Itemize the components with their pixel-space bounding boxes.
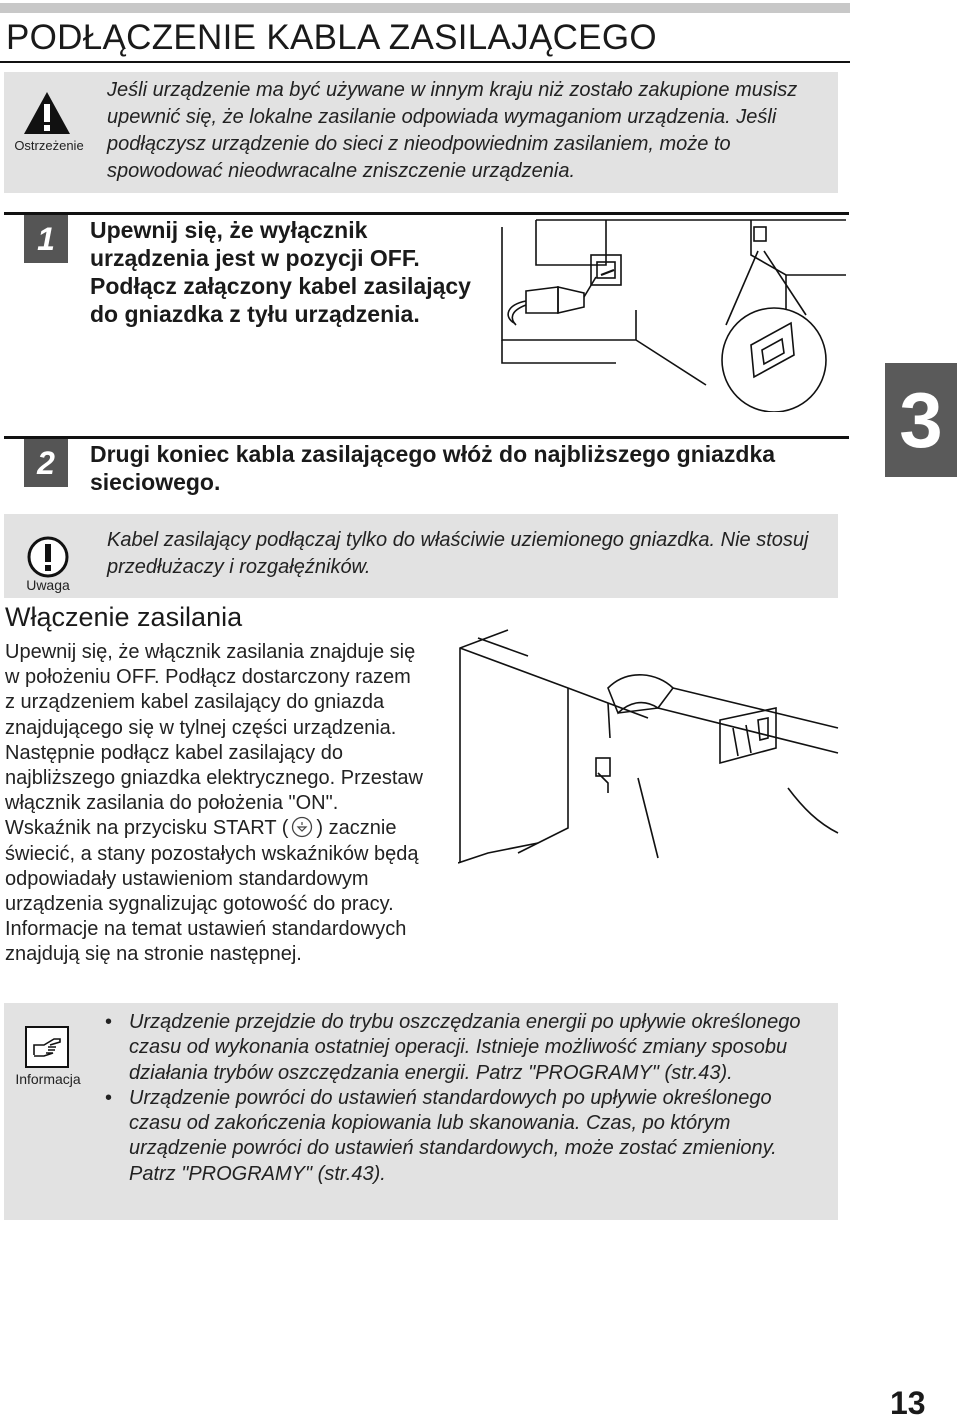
step-1-text: Upewnij się, że wyłącznik urządzenia jest w pozycji OFF. Podłącz załączony kabel zasilający do gniazdka z tyłu urządzenia. (90, 217, 471, 327)
power-switch-illustration (458, 628, 840, 868)
info-bullet-1: • Urządzenie przejdzie do trybu oszczędzania energii po upływie określonego czasu od wykonania ostatniej operacji. Istnieje możliwość zmiany sposobu działania trybów oszczędzania energii. Patrz "PROGRAMY" (str.43). (105, 1010, 825, 1086)
step-2-rule (4, 436, 849, 439)
warning-text: Jeśli urządzenie ma być używane w innym kraju niż zostało zakupione musisz upewnić się, że lokalne zasilanie odpowiada wymaganiom urządzenia. Jeśli podłączysz urządzenie do sieci z nieodpowiednim zasilaniem, może to spowodować nieodwracalne zniszczenie urządzenia. (107, 79, 798, 182)
page-title: PODŁĄCZENIE KABLA ZASILAJĄCEGO (6, 18, 657, 57)
step-1-number: 1 (24, 215, 68, 263)
power-on-text-part1: Upewnij się, że włącznik zasilania znajduje się w położeniu OFF. Podłącz dostarczony razem z urządzeniem kabel zasilający do gniazda znajdującego się w tylnej części urządzenia. Następnie podłącz kabel zasilający do najbliższego gniazdka elektrycznego. Przestaw włącznik zasilania do położenia "ON". Wskaźnik na przycisku START ( (5, 641, 423, 840)
chapter-tab: 3 (885, 363, 957, 477)
power-on-text-part2: ) zacznie świecić, a stany pozostałych wskaźników będą odpowiadały ustawieniom standardowym urządzenia sygnalizując gotowość do pracy. Informacje na temat ustawień standardowych znajdują się na stronie następnej. (5, 817, 419, 966)
power-on-text (5, 640, 425, 968)
power-on-heading: Włączenie zasilania (5, 602, 243, 632)
power-cord-illustration (496, 215, 850, 412)
caution-label: Uwaga (26, 577, 70, 593)
page-number: 13 (890, 1385, 926, 1421)
exclamation-circle-icon (26, 535, 70, 579)
warning-label: Ostrzeżenie (14, 138, 84, 153)
start-button-icon (288, 816, 316, 838)
pointing-hand-icon (24, 1025, 70, 1069)
caution-text: Kabel zasilający podłączaj tylko do właściwie uziemionego gniazdka. Nie stosuj przedłużaczy i rozgałęźników. (107, 529, 809, 578)
step-2-number: 2 (24, 439, 68, 487)
info-bullets (105, 1010, 825, 1187)
header-bar (0, 3, 850, 13)
info-label: Informacja (15, 1071, 81, 1087)
title-rule (0, 61, 850, 63)
warning-triangle-icon (22, 90, 72, 136)
step-2-text: Drugi koniec kabla zasilającego włóż do najbliższego gniazdka sieciowego. (90, 441, 776, 495)
info-bullet-2: • Urządzenie powróci do ustawień standardowych po upływie określonego czasu od zakończenia kopiowania lub skanowania. Czas, po którym urządzenie powróci do ustawień standardowych, może zostać zmieniony. Patrz "PROGRAMY" (str.43). (105, 1086, 825, 1187)
